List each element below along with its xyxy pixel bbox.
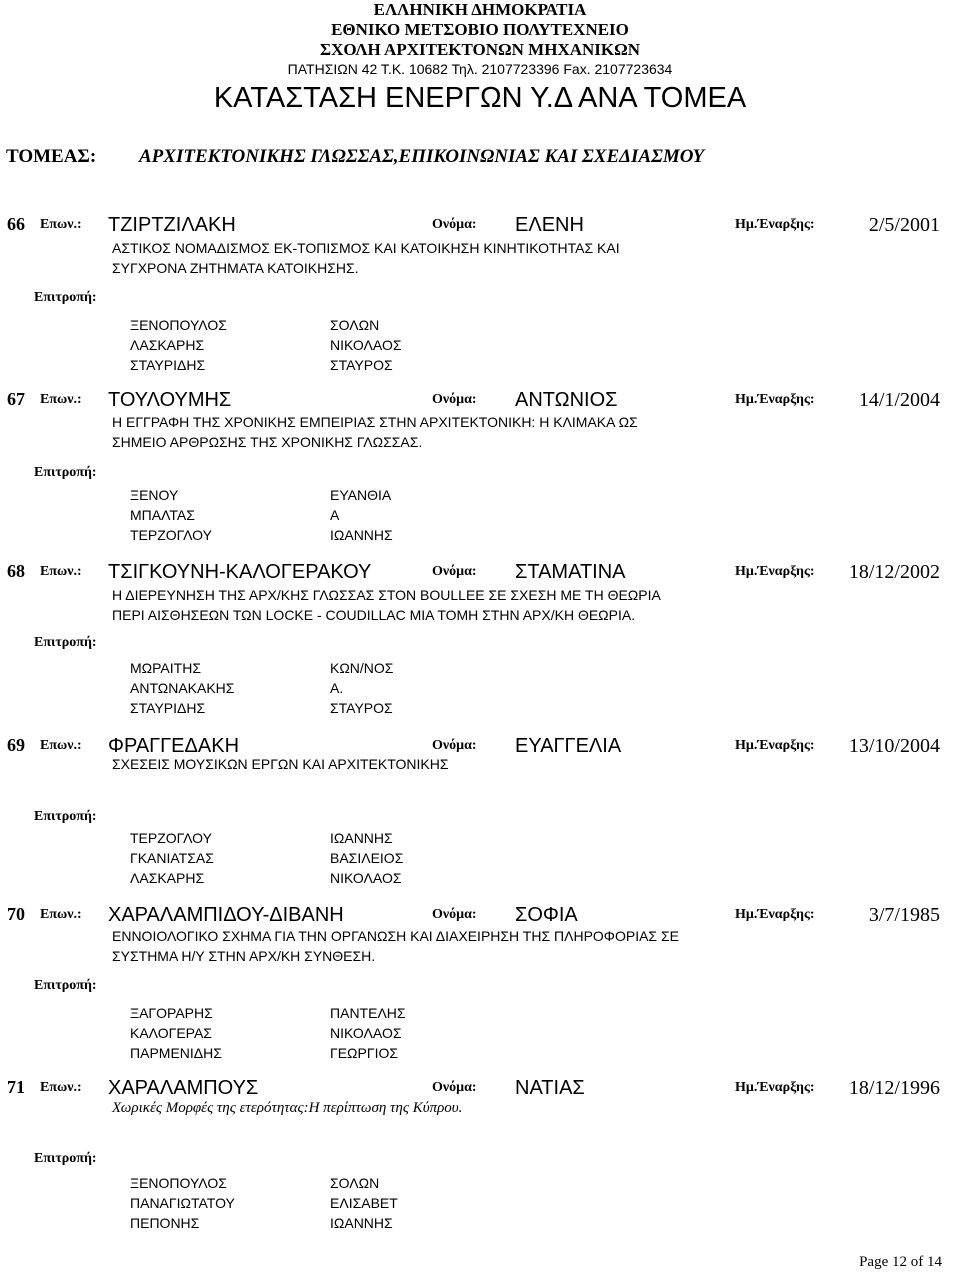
committee-member-firstname: ΙΩΑΝΝΗΣ [330, 830, 393, 846]
sector-heading [6, 146, 704, 168]
committee-member-surname: ΠΕΠΟΝΗΣ [130, 1215, 200, 1231]
committee-member-firstname: ΚΩΝ/ΝΟΣ [330, 660, 394, 676]
name-label: Ονόμα: [432, 217, 477, 232]
name-label: Ονόμα: [432, 1080, 477, 1095]
committee-member-firstname: ΠΑΝΤΕΛΗΣ [330, 1005, 406, 1021]
thesis-title-line: ΣΗΜΕΙΟ ΑΡΘΡΩΣΗΣ ΤΗΣ ΧΡΟΝΙΚΗΣ ΓΛΩΣΣΑΣ. [112, 434, 423, 450]
sector-label: ΤΟΜΕΑΣ: [6, 146, 97, 167]
header-university: ΕΘΝΙΚΟ ΜΕΤΣΟΒΙΟ ΠΟΛΥΤΕΧΝΕΙΟ [331, 20, 629, 39]
committee-member-firstname: ΕΛΙΣΑΒΕΤ [330, 1195, 398, 1211]
surname-label: Επων.: [40, 217, 82, 232]
record-number: 71 [7, 1077, 25, 1097]
committee-member-firstname: Α. [330, 680, 344, 696]
thesis-title-line: Η ΔΙΕΡΕΥΝΗΣΗ ΤΗΣ ΑΡΧ/ΚΗΣ ΓΛΩΣΣΑΣ ΣΤΟΝ BOULLEE ΣΕ ΣΧΕΣΗ ΜΕ ΤΗ ΘΕΩΡΙΑ [112, 587, 661, 603]
committee-member-firstname: ΓΕΩΡΓΙΟΣ [330, 1045, 398, 1061]
committee-member-surname: ΞΕΝΟΠΟΥΛΟΣ [130, 317, 227, 333]
start-date-label: Ημ.Έναρξης: [735, 392, 815, 407]
surname-value: ΧΑΡΑΛΑΜΠΙΔΟΥ-ΔΙΒΑΝΗ [108, 904, 344, 926]
committee-member-firstname: ΝΙΚΟΛΑΟΣ [330, 337, 402, 353]
committee-member-firstname: ΣΤΑΥΡΟΣ [330, 700, 393, 716]
start-date-label: Ημ.Έναρξης: [735, 1080, 815, 1095]
committee-member-surname: ΛΑΣΚΑΡΗΣ [130, 337, 205, 353]
committee-member-surname: ΠΑΝΑΓΙΩΤΑΤΟΥ [130, 1195, 235, 1211]
record-header-row [0, 561, 960, 581]
committee-label: Επιτροπή: [34, 465, 97, 480]
start-date-label: Ημ.Έναρξης: [735, 738, 815, 753]
thesis-title-line: Χωρικές Μορφές της ετερότητας:Η περίπτωση της Κύπρου. [112, 1100, 463, 1116]
record-number: 70 [7, 904, 25, 924]
document-title: ΚΑΤΑΣΤΑΣΗ ΕΝΕΡΓΩΝ Υ.Δ ΑΝΑ ΤΟΜΕΑ [213, 82, 747, 114]
committee-member-firstname: ΙΩΑΝΝΗΣ [330, 1215, 393, 1231]
committee-label: Επιτροπή: [34, 809, 97, 824]
committee-member-surname: ΤΕΡΖΟΓΛΟΥ [130, 830, 212, 846]
committee-member-surname: ΣΤΑΥΡΙΔΗΣ [130, 357, 206, 373]
committee-member-firstname: ΝΙΚΟΛΑΟΣ [330, 1025, 402, 1041]
surname-label: Επων.: [40, 1080, 82, 1095]
committee-label: Επιτροπή: [34, 978, 97, 993]
committee-member-firstname: ΣΟΛΩΝ [330, 1175, 380, 1191]
start-date-value: 14/1/2004 [858, 389, 940, 411]
start-date-label: Ημ.Έναρξης: [735, 907, 815, 922]
surname-value: ΤΖΙΡΤΖΙΛΑΚΗ [108, 214, 236, 236]
committee-member-firstname: Α [330, 507, 340, 523]
committee-member-firstname: ΣΟΛΩΝ [330, 317, 380, 333]
committee-member-firstname: ΙΩΑΝΝΗΣ [330, 527, 393, 543]
surname-value: ΧΑΡΑΛΑΜΠΟΥΣ [108, 1077, 259, 1099]
name-value: ΝΑΤΙΑΣ [515, 1077, 585, 1099]
surname-label: Επων.: [40, 392, 82, 407]
committee-member-firstname: ΝΙΚΟΛΑΟΣ [330, 870, 402, 886]
surname-value: ΤΟΥΛΟΥΜΗΣ [108, 389, 232, 411]
surname-value: ΦΡΑΓΓΕΔΑΚΗ [108, 735, 240, 757]
record-header-row [0, 389, 960, 409]
committee-label: Επιτροπή: [34, 635, 97, 650]
record-number: 66 [7, 214, 25, 234]
page-number: Page 12 of 14 [859, 1254, 942, 1270]
start-date-value: 2/5/2001 [868, 214, 940, 236]
name-value: ΑΝΤΩΝΙΟΣ [515, 389, 618, 411]
record-header-row [0, 1077, 960, 1097]
start-date-value: 18/12/1996 [848, 1077, 940, 1099]
thesis-title-line: ΠΕΡΙ ΑΙΣΘΗΣΕΩΝ ΤΩΝ LOCKE - COUDILLAC ΜΙΑ ΤΟΜΗ ΣΤΗΝ ΑΡΧ/ΚΗ ΘΕΩΡΙΑ. [112, 607, 636, 623]
record-number: 67 [7, 389, 25, 409]
committee-member-surname: ΚΑΛΟΓΕΡΑΣ [130, 1025, 212, 1041]
committee-label: Επιτροπή: [34, 1151, 97, 1166]
thesis-title-line: ΑΣΤΙΚΟΣ ΝΟΜΑΔΙΣΜΟΣ ΕΚ-ΤΟΠΙΣΜΟΣ ΚΑΙ ΚΑΤΟΙΚΗΣΗ ΚΙΝΗΤΙΚΟΤΗΤΑΣ ΚΑΙ [112, 240, 620, 256]
committee-member-surname: ΑΝΤΩΝΑΚΑΚΗΣ [130, 680, 235, 696]
committee-member-surname: ΞΕΝΟΥ [130, 487, 179, 503]
record-number: 68 [7, 561, 25, 581]
name-label: Ονόμα: [432, 564, 477, 579]
thesis-title-line: Η ΕΓΓΡΑΦΗ ΤΗΣ ΧΡΟΝΙΚΗΣ ΕΜΠΕΙΡΙΑΣ ΣΤΗΝ ΑΡΧΙΤΕΚΤΟΝΙΚΗ: Η ΚΛΙΜΑΚΑ ΩΣ [112, 414, 638, 430]
name-label: Ονόμα: [432, 907, 477, 922]
name-value: ΕΥΑΓΓΕΛΙΑ [515, 735, 622, 757]
thesis-title-line: ΕΝΝΟΙΟΛΟΓΙΚΟ ΣΧΗΜΑ ΓΙΑ ΤΗΝ ΟΡΓΑΝΩΣΗ ΚΑΙ ΔΙΑΧΕΙΡΗΣΗ ΤΗΣ ΠΛΗΡΟΦΟΡΙΑΣ ΣΕ [112, 928, 679, 944]
record-header-row [0, 214, 960, 234]
committee-member-surname: ΜΩΡΑΙΤΗΣ [130, 660, 201, 676]
thesis-title-line: ΣΧΕΣΕΙΣ ΜΟΥΣΙΚΩΝ ΕΡΓΩΝ ΚΑΙ ΑΡΧΙΤΕΚΤΟΝΙΚΗΣ [112, 756, 449, 772]
sector-value: ΑΡΧΙΤΕΚΤΟΝΙΚΗΣ ΓΛΩΣΣΑΣ,ΕΠΙΚΟΙΝΩΝΙΑΣ ΚΑΙ ΣΧΕΔΙΑΣΜΟΥ [139, 146, 705, 167]
start-date-value: 3/7/1985 [868, 904, 940, 926]
name-label: Ονόμα: [432, 392, 477, 407]
record-number: 69 [7, 735, 25, 755]
name-value: ΣΟΦΙΑ [515, 904, 578, 926]
surname-value: ΤΣΙΓΚΟΥΝΗ-ΚΑΛΟΓΕΡΑΚΟΥ [108, 561, 372, 583]
committee-member-surname: ΞΕΝΟΠΟΥΛΟΣ [130, 1175, 227, 1191]
header-address: ΠΑΤΗΣΙΩΝ 42 Τ.Κ. 10682 Τηλ. 2107723396 Fax. 2107723634 [287, 61, 673, 77]
start-date-value: 18/12/2002 [848, 561, 940, 583]
committee-member-firstname: ΣΤΑΥΡΟΣ [330, 357, 393, 373]
committee-member-surname: ΜΠΑΛΤΑΣ [130, 507, 195, 523]
thesis-title-line: ΣΥΣΤΗΜΑ Η/Υ ΣΤΗΝ ΑΡΧ/ΚΗ ΣΥΝΘΕΣΗ. [112, 948, 376, 964]
committee-label: Επιτροπή: [34, 290, 97, 305]
surname-label: Επων.: [40, 564, 82, 579]
surname-label: Επων.: [40, 738, 82, 753]
header-country: ΕΛΛΗΝΙΚΗ ΔΗΜΟΚΡΑΤΙΑ [373, 0, 587, 19]
committee-member-surname: ΠΑΡΜΕΝΙΔΗΣ [130, 1045, 222, 1061]
name-label: Ονόμα: [432, 738, 477, 753]
committee-member-surname: ΞΑΓΟΡΑΡΗΣ [130, 1005, 213, 1021]
committee-member-surname: ΤΕΡΖΟΓΛΟΥ [130, 527, 212, 543]
thesis-title-line: ΣΥΓΧΡΟΝΑ ΖΗΤΗΜΑΤΑ ΚΑΤΟΙΚΗΣΗΣ. [112, 260, 359, 276]
committee-member-surname: ΓΚΑΝΙΑΤΣΑΣ [130, 850, 214, 866]
name-value: ΕΛΕΝΗ [515, 214, 584, 236]
record-header-row [0, 904, 960, 924]
committee-member-surname: ΛΑΣΚΑΡΗΣ [130, 870, 205, 886]
record-header-row [0, 735, 960, 755]
header-school: ΣΧΟΛΗ ΑΡΧΙΤΕΚΤΟΝΩΝ ΜΗΧΑΝΙΚΩΝ [319, 40, 641, 59]
document-header [0, 0, 960, 115]
committee-member-firstname: ΒΑΣΙΛΕΙΟΣ [330, 850, 404, 866]
start-date-label: Ημ.Έναρξης: [735, 217, 815, 232]
surname-label: Επων.: [40, 907, 82, 922]
committee-member-surname: ΣΤΑΥΡΙΔΗΣ [130, 700, 206, 716]
name-value: ΣΤΑΜΑΤΙΝΑ [515, 561, 626, 583]
start-date-value: 13/10/2004 [848, 735, 940, 757]
start-date-label: Ημ.Έναρξης: [735, 564, 815, 579]
committee-member-firstname: ΕΥΑΝΘΙΑ [330, 487, 392, 503]
